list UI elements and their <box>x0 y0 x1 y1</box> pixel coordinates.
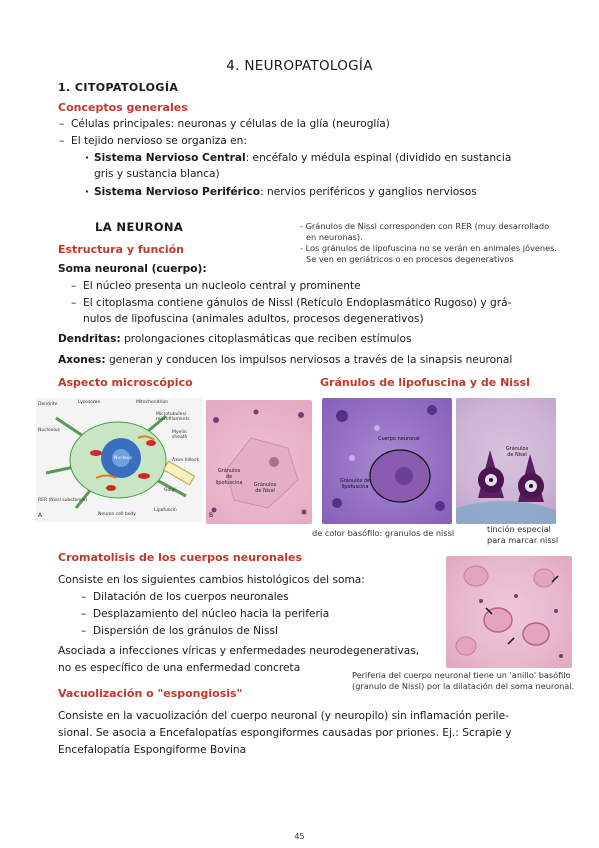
label-rer: RER (Nissl substance) <box>38 498 88 503</box>
side-note-line: - Los gránulos de lipofuscina no se verán en animales jóvenes. <box>300 243 557 253</box>
list-item: – El citoplasma contiene gánulos de Nissl (Retículo Endoplasmático Rugoso) y grá- <box>83 295 511 311</box>
label-myelin: Myelin sheath <box>172 430 188 440</box>
side-note-line: Se ven en geriátricos o en procesos degenerativos <box>306 254 514 264</box>
label-dendrite: Dendrite <box>38 402 58 407</box>
list-item: – Dispersión de los gránulos de Nissl <box>93 623 278 639</box>
label-axon-hillock: Axon hillock <box>172 458 200 463</box>
list-item: – El núcleo presenta un nucleolo central y prominente <box>83 278 361 294</box>
estructura-heading: Estructura y función <box>58 243 184 256</box>
side-note <box>300 221 570 265</box>
label-mitochondrion: Mitochondrion <box>136 400 169 405</box>
side-note-line: - Gránulos de Nissl corresponden con RER (muy desarrollado <box>300 221 550 231</box>
label-cell-body: Neuron cell body <box>98 512 137 517</box>
micrograph-cromatolisis <box>446 556 572 668</box>
label-nucleus: Nucleus <box>114 456 132 461</box>
page-number: 45 <box>294 832 305 841</box>
list-item-cont: nulos de lipofuscina (animales adultos, procesos degenerativos) <box>83 313 424 325</box>
cromatolisis-intro: Consiste en los siguientes cambios histológicos del soma: <box>58 574 365 586</box>
snp-item <box>94 184 477 200</box>
label-golgi: Golgi <box>164 488 176 493</box>
caption-tincion: tinción especial para marcar nissl <box>487 524 559 545</box>
vacuolizacion-line: sional. Se asocia a Encefalopatías espongiformes causadas por priones. Ej.: Scrapie y <box>58 727 512 739</box>
page-title: 4. NEUROPATOLOGÍA <box>226 58 373 74</box>
snc-item <box>94 150 554 166</box>
micrograph-he <box>206 400 312 524</box>
snp-label: Sistema Nervioso Periférico <box>94 186 261 198</box>
cromatolisis-assoc: Asociada a infecciones víricas y enfermedades neurodegenerativas, <box>58 645 420 657</box>
granulos-heading: Gránulos de lipofuscina y de Nissl <box>320 376 530 389</box>
label-nucleolus: Nucleolus <box>38 428 60 433</box>
conceptos-heading: Conceptos generales <box>58 101 188 114</box>
vacuolizacion-heading: Vacuolización o "espongiosis" <box>58 687 243 700</box>
caption-basofilo: de color basófilo: granulos de nissl <box>312 528 455 538</box>
caption-cromatolisis: Periferia del cuerpo neuronal tiene un 'anillo' basófilo (granulo de Nissl) por la dilatación del soma neuronal. <box>352 670 575 691</box>
list-item: – El tejido nervioso se organiza en: <box>71 133 247 149</box>
list-item: – Células principales: neuronas y células de la glía (neuroglía) <box>71 116 390 132</box>
snp-text: : nervios periféricos y ganglios nerviosos <box>260 186 477 198</box>
cromatolisis-assoc-cont: no es específico de una enfermedad concreta <box>58 662 301 674</box>
list-item: – Dilatación de los cuerpos neuronales <box>93 589 289 605</box>
dendritas-line: Dendritas: prolongaciones citoplasmáticas que reciben estímulos <box>58 333 412 345</box>
snc-text: : encéfalo y médula espinal (dividido en sustancia <box>245 152 512 164</box>
snc-text-cont: gris y sustancia blanca) <box>94 168 220 180</box>
micrograph-tincion <box>456 398 556 524</box>
label-a: A <box>38 512 43 519</box>
micrograph-basofilo <box>322 398 452 524</box>
label-lysosome: Lysosome <box>78 400 101 405</box>
snc-label: Sistema Nervioso Central <box>94 152 246 164</box>
neuron-diagram <box>36 398 202 522</box>
cromatolisis-heading: Cromatolisis de los cuerpos neuronales <box>58 551 303 564</box>
label-nissl: Gránulos de Nissl <box>253 482 277 494</box>
label-b: B <box>209 512 214 519</box>
aspecto-heading: Aspecto microscópico <box>58 376 193 389</box>
vacuolizacion-line: Encefalopatía Espongiforme Bovina <box>58 744 247 756</box>
axones-line: Axones: generan y conducen los impulsos nerviosos a través de la sinapsis neuronal <box>58 354 513 366</box>
label-nissl-2: Gránulos de Nissl <box>505 446 529 458</box>
side-note-line: en neuronas). <box>306 232 363 242</box>
label-microtubules: Microtubules/ microfilaments <box>156 412 190 422</box>
soma-label: Soma neuronal (cuerpo): <box>58 263 207 275</box>
label-lipofuscina-2: Gránulos de lipofuscina <box>339 478 371 490</box>
label-lipofuscina: Gránulos de lipofuscina <box>215 468 243 486</box>
label-lipofuscin: Lipofuscin <box>154 508 177 513</box>
neurona-heading: LA NEURONA <box>95 220 184 234</box>
section-heading: 1. CITOPATOLOGÍA <box>58 81 179 94</box>
list-item: – Desplazamiento del núcleo hacia la periferia <box>93 606 329 622</box>
label-cuerpo-neuronal: Cuerpo neuronal <box>378 436 420 442</box>
vacuolizacion-line: Consiste en la vacuolización del cuerpo neuronal (y neuropilo) sin inflamación perile- <box>58 710 509 722</box>
